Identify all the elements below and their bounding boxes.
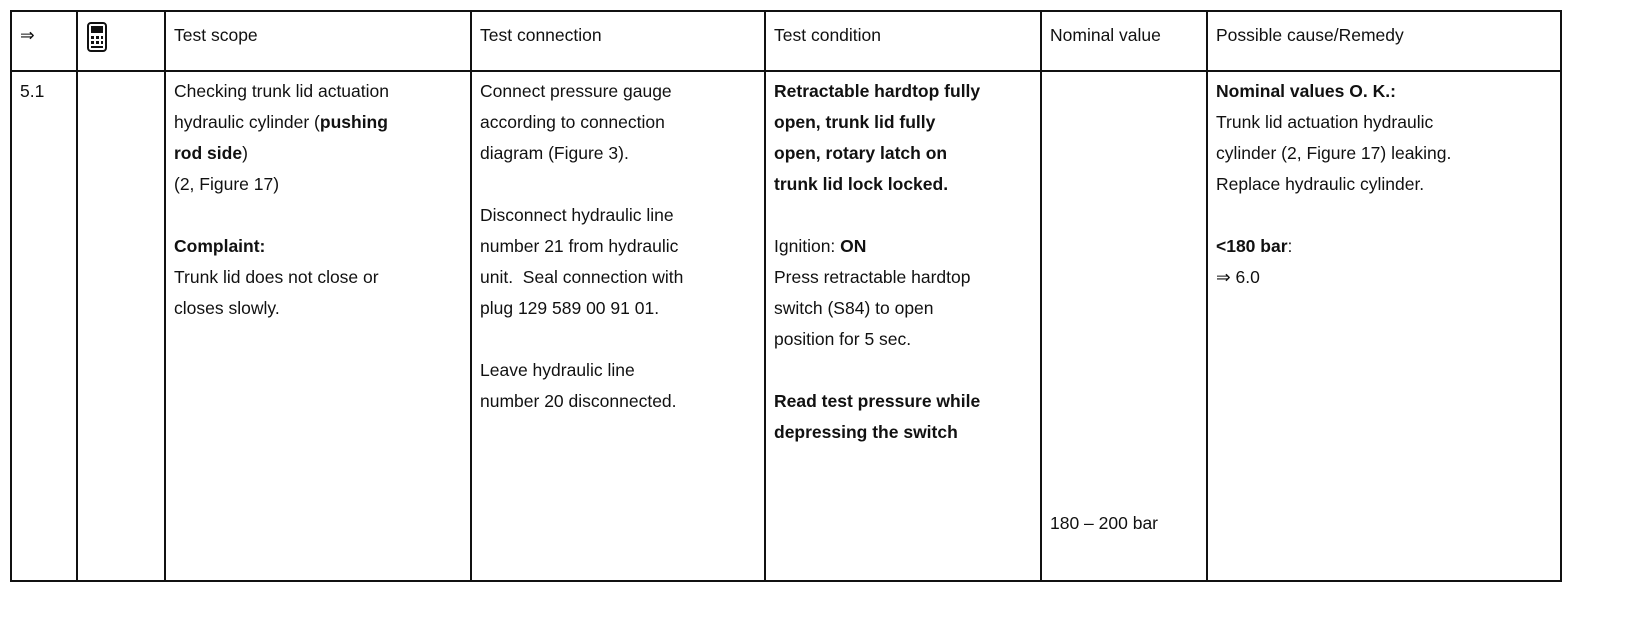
scope-bold-text: pushing bbox=[319, 112, 388, 132]
complaint-label: Complaint: bbox=[174, 236, 266, 256]
possible-cause-cell bbox=[1207, 71, 1561, 581]
complaint-text: closes slowly. bbox=[174, 298, 280, 318]
connection-text: plug 129 589 00 91 01. bbox=[480, 298, 660, 318]
ok-label: Nominal values O. K.: bbox=[1216, 81, 1396, 101]
header-row bbox=[11, 11, 1561, 71]
connection-text: Leave hydraulic line bbox=[480, 360, 635, 380]
condition-bold-text: Read test pressure while bbox=[774, 391, 981, 411]
header-icon-cell bbox=[77, 11, 165, 71]
complaint-text: Trunk lid does not close or bbox=[174, 267, 379, 287]
header-test-connection: Test connection bbox=[471, 11, 765, 71]
low-pressure-ref: ⇒ 6.0 bbox=[1216, 267, 1260, 287]
nominal-value: 180 – 200 bar bbox=[1050, 513, 1159, 533]
condition-text: Press retractable hardtop bbox=[774, 267, 971, 287]
tester-device-icon bbox=[86, 22, 156, 52]
connection-text: according to connection bbox=[480, 112, 665, 132]
remedy-text: Trunk lid actuation hydraulic bbox=[1216, 112, 1434, 132]
low-pressure-colon: : bbox=[1287, 236, 1293, 256]
connection-text: number 21 from hydraulic bbox=[480, 236, 679, 256]
scope-line: Checking trunk lid actuation bbox=[174, 81, 389, 101]
condition-bold-text: open, rotary latch on bbox=[774, 143, 948, 163]
header-test-condition: Test condition bbox=[765, 11, 1041, 71]
scope-figure-ref: (2, Figure 17) bbox=[174, 174, 280, 194]
connection-text: Connect pressure gauge bbox=[480, 81, 672, 101]
connection-text: unit. Seal connection with bbox=[480, 267, 684, 287]
scope-bold-text: rod side bbox=[174, 143, 243, 163]
header-arrow: ⇒ bbox=[11, 11, 77, 71]
condition-bold-text: Retractable hardtop fully bbox=[774, 81, 981, 101]
connection-text: number 20 disconnected. bbox=[480, 391, 677, 411]
header-nominal-value: Nominal value bbox=[1041, 11, 1207, 71]
scope-text: hydraulic cylinder ( bbox=[174, 112, 320, 132]
ignition-value: ON bbox=[840, 236, 867, 256]
condition-bold-text: depressing the switch bbox=[774, 422, 958, 442]
header-test-scope: Test scope bbox=[165, 11, 471, 71]
empty-icon-cell bbox=[77, 71, 165, 581]
nominal-value-cell bbox=[1041, 71, 1207, 581]
table-row bbox=[11, 71, 1561, 581]
remedy-text: Replace hydraulic cylinder. bbox=[1216, 174, 1425, 194]
connection-text: Disconnect hydraulic line bbox=[480, 205, 674, 225]
test-condition-cell bbox=[765, 71, 1041, 581]
low-pressure-label: <180 bar bbox=[1216, 236, 1288, 256]
scope-text: ) bbox=[242, 143, 248, 163]
test-scope-cell bbox=[165, 71, 471, 581]
condition-bold-text: open, trunk lid fully bbox=[774, 112, 936, 132]
test-table bbox=[10, 10, 1562, 582]
connection-text: diagram (Figure 3). bbox=[480, 143, 629, 163]
step-number: 5.1 bbox=[11, 71, 77, 581]
header-possible-cause: Possible cause/Remedy bbox=[1207, 11, 1561, 71]
ignition-label: Ignition: bbox=[774, 236, 841, 256]
condition-bold-text: trunk lid lock locked. bbox=[774, 174, 949, 194]
condition-text: position for 5 sec. bbox=[774, 329, 912, 349]
test-connection-cell bbox=[471, 71, 765, 581]
remedy-text: cylinder (2, Figure 17) leaking. bbox=[1216, 143, 1452, 163]
condition-text: switch (S84) to open bbox=[774, 298, 934, 318]
